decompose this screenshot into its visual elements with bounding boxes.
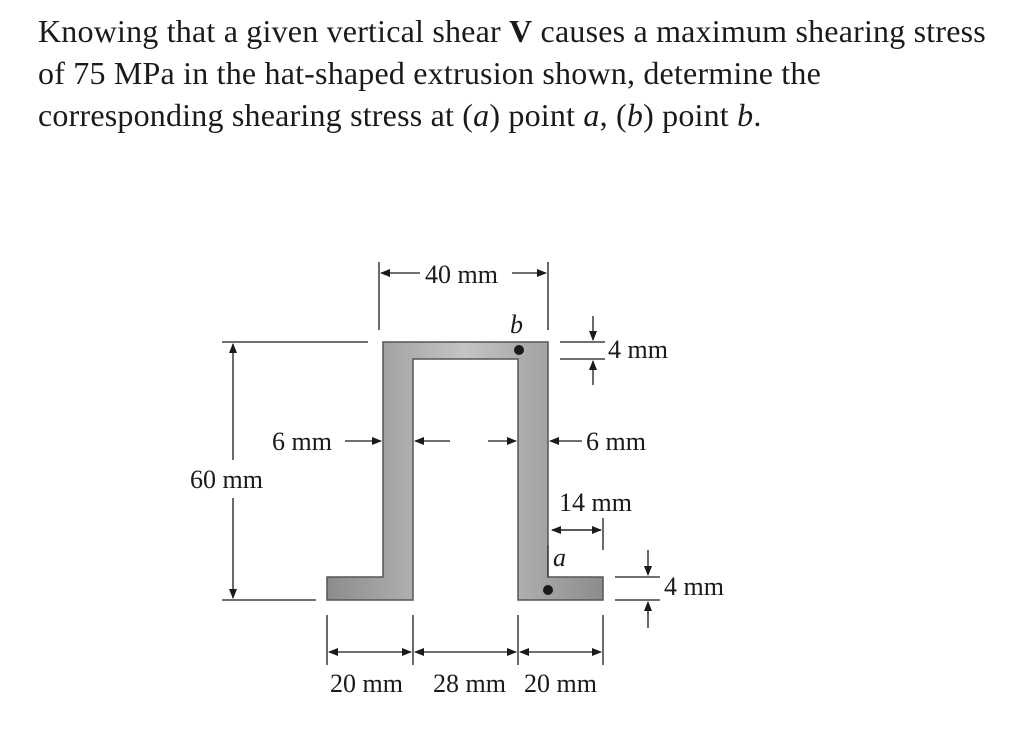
dim-left-web <box>272 427 450 456</box>
dim-bottom-thickness <box>615 550 724 628</box>
svg-text:40 mm: 40 mm <box>425 260 498 289</box>
svg-text:6 mm: 6 mm <box>586 427 646 456</box>
dim-bottom-left: 20 mm <box>330 669 403 698</box>
svg-text:4 mm: 4 mm <box>664 572 724 601</box>
dim-right-web <box>488 427 646 456</box>
dim-a-offset <box>552 488 632 550</box>
point-a-dot <box>543 585 553 595</box>
point-a-ref: a <box>583 97 600 133</box>
point-b-label: b <box>510 310 523 339</box>
dim-bottom-chain <box>327 615 603 698</box>
problem-text: , ( <box>599 97 627 133</box>
shear-symbol: V <box>509 13 533 49</box>
problem-text: ) point <box>489 97 584 133</box>
part-a-label: a <box>473 97 490 133</box>
point-b-ref: b <box>737 97 754 133</box>
point-b-dot <box>514 345 524 355</box>
svg-text:14 mm: 14 mm <box>559 488 632 517</box>
svg-text:6 mm: 6 mm <box>272 427 332 456</box>
point-a-label: a <box>553 543 566 572</box>
problem-text: ) point <box>643 97 738 133</box>
svg-text:60 mm: 60 mm <box>190 465 263 494</box>
problem-text: causes a maximum shearing stress of 75 MPa in the hat-shaped extrusion shown, determine the corresponding shearing stress at ( <box>38 13 986 133</box>
problem-text: . <box>753 97 762 133</box>
problem-text: Knowing that a given vertical shear <box>38 13 510 49</box>
part-b-label: b <box>626 97 644 133</box>
svg-text:4 mm: 4 mm <box>608 335 668 364</box>
dim-top-thickness <box>560 316 668 385</box>
dim-bottom-right: 20 mm <box>524 669 597 698</box>
dim-total-height <box>190 342 368 600</box>
dim-bottom-middle: 28 mm <box>433 669 506 698</box>
